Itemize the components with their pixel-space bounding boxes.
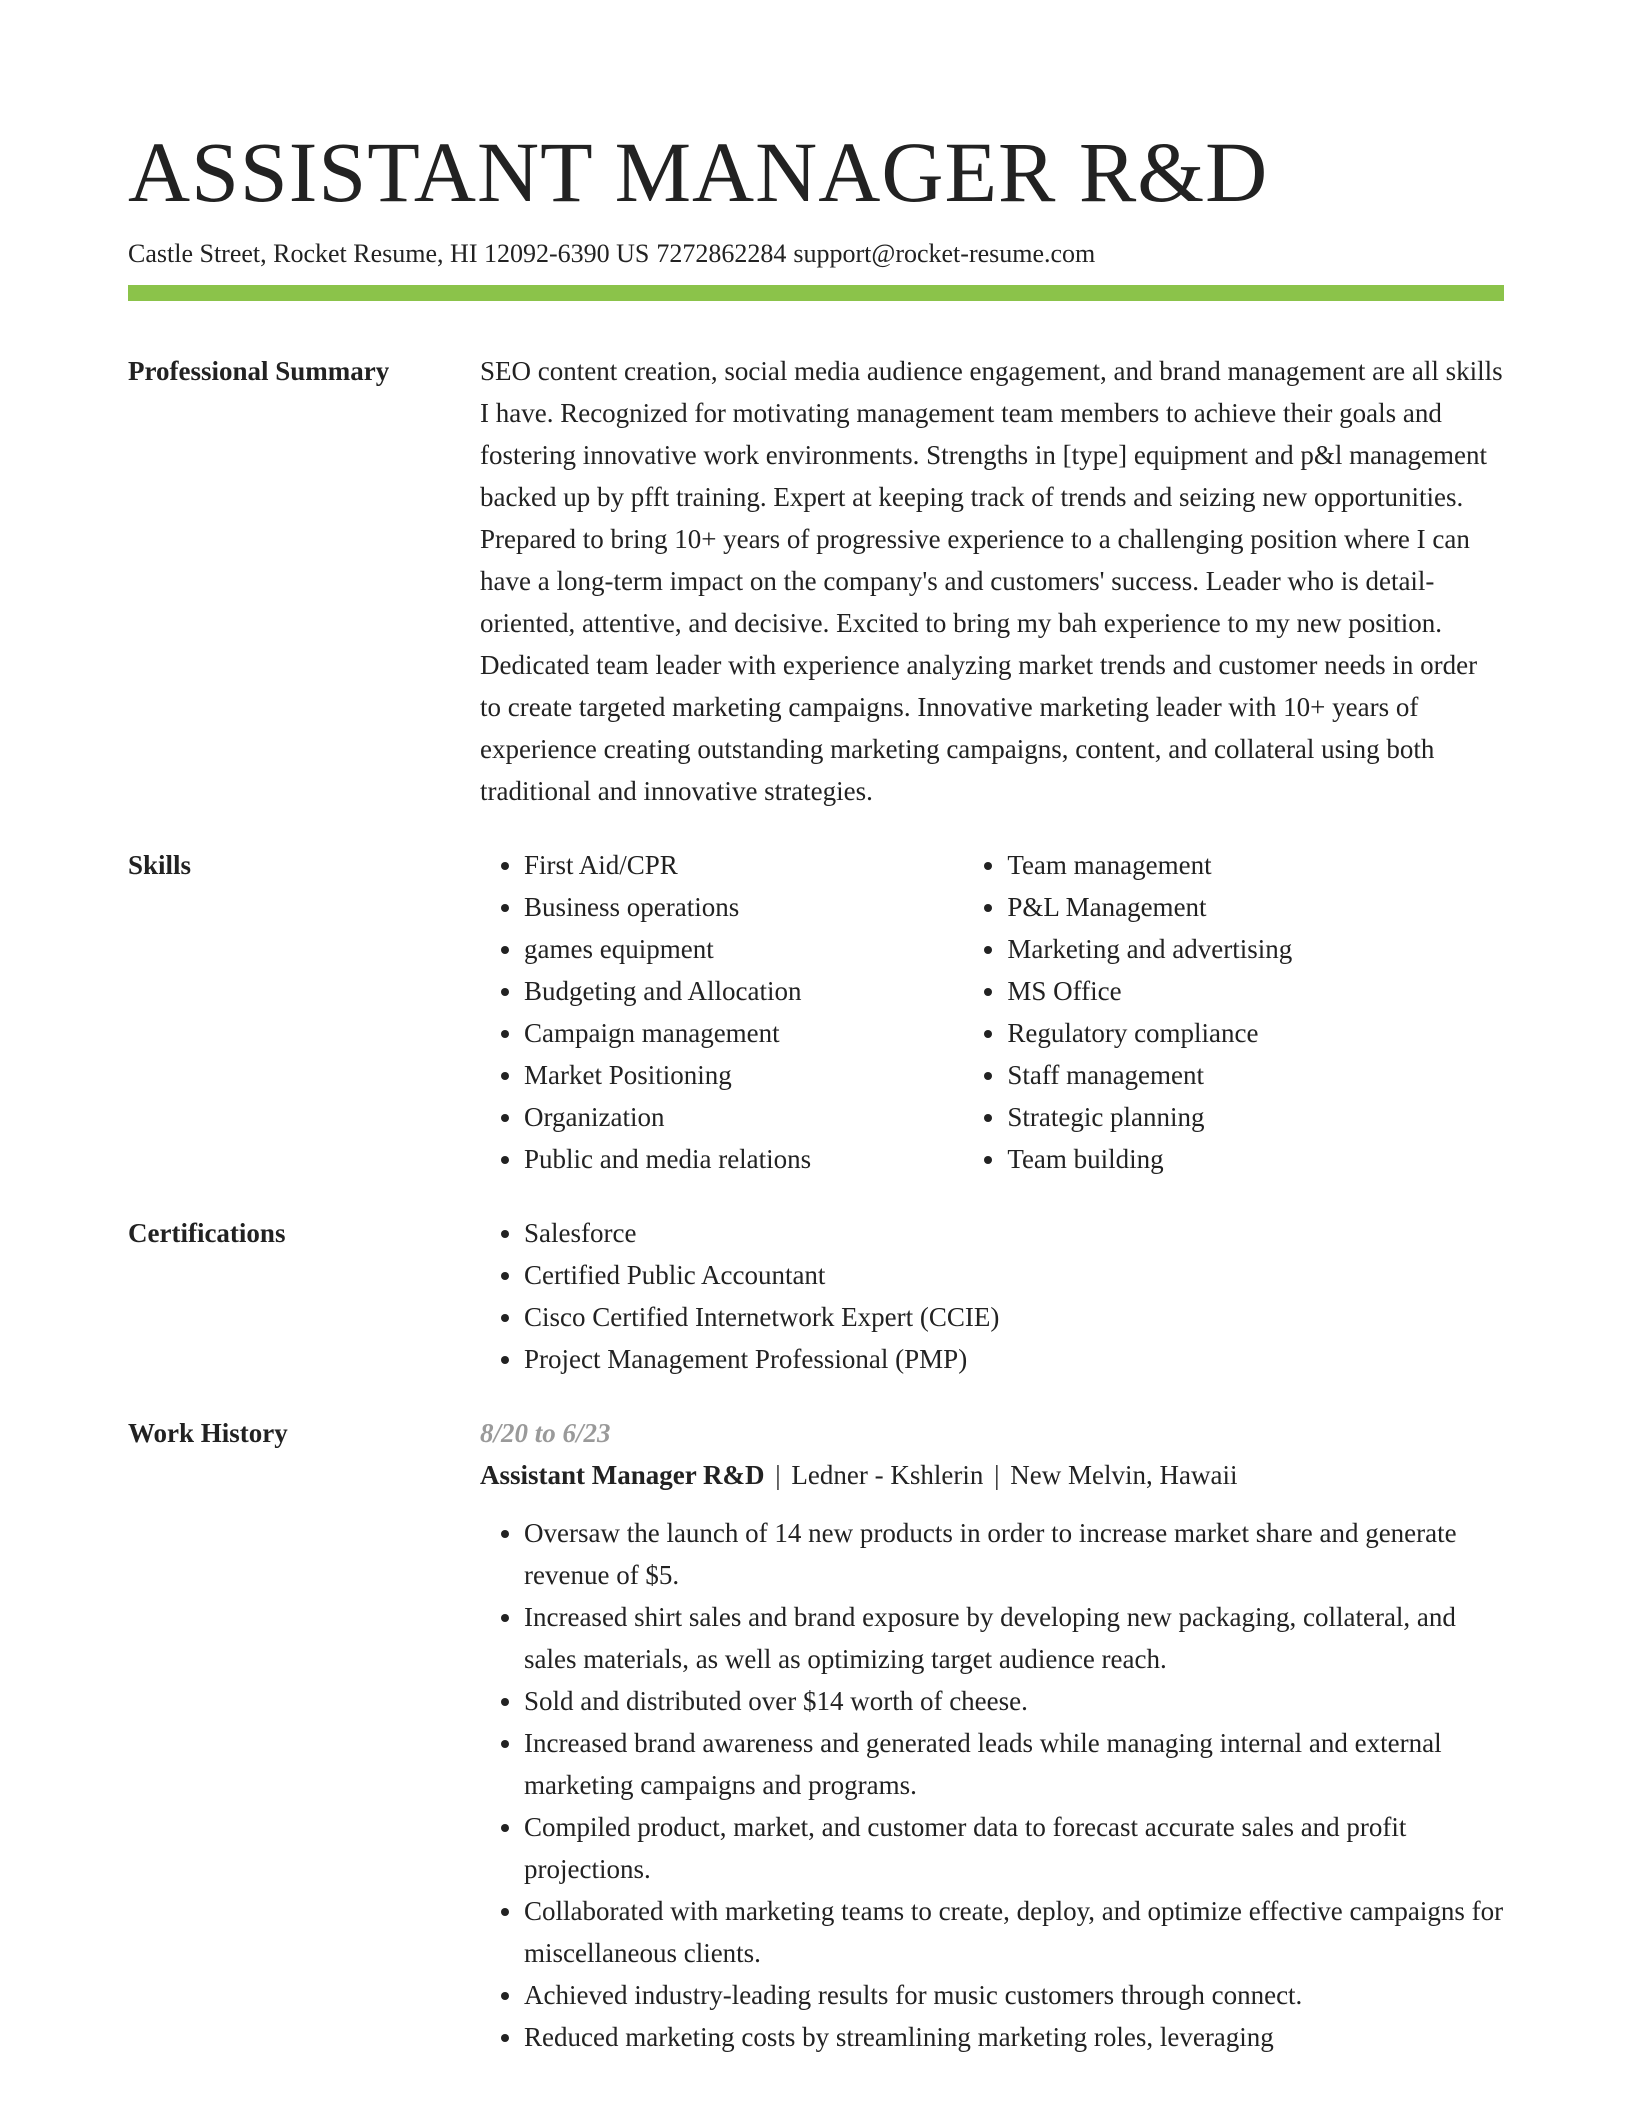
section-skills [128,844,1504,1180]
contact-phone: 7272862284 [656,239,787,268]
skill-item: • Marketing and advertising [1007,928,1504,970]
contact-email: support@rocket-resume.com [793,239,1096,268]
skill-item: • Budgeting and Allocation [524,970,963,1012]
skill-item: • P&L Management [1007,886,1504,928]
skill-item: • Staff management [1007,1054,1504,1096]
header-divider [128,285,1504,301]
job-bullet: • Achieved industry-leading results for music customers through connect. [524,1974,1504,2016]
job-dates: 8/20 to 6/23 [480,1418,611,1448]
job-bullet: • Increased shirt sales and brand exposure by developing new packaging, collateral, and sales materials, as well as optimizing target audience reach. [524,1596,1504,1680]
job-bullet: • Collaborated with marketing teams to create, deploy, and optimize effective campaigns for miscellaneous clients. [524,1890,1504,1974]
section-professional-summary [128,350,1504,812]
work-history-body [480,1412,1504,2058]
skill-item: • games equipment [524,928,963,970]
summary-body [480,350,1504,812]
contact-line [128,236,1504,272]
skill-item: • Team management [1007,844,1504,886]
job-bullet: • Oversaw the launch of 14 new products in order to increase market share and generate revenue of $5. [524,1512,1504,1596]
section-title-skills: Skills [128,850,192,880]
skill-item: • Business operations [524,886,963,928]
job-bullet: • Increased brand awareness and generated leads while managing internal and external marketing campaigns and programs. [524,1722,1504,1806]
skills-list-left [480,844,963,1180]
certifications-list [480,1212,1504,1380]
section-work-history [128,1412,1504,2058]
separator: | [987,1460,1007,1490]
skills-list-right [963,844,1504,1180]
job-bullets [480,1512,1504,2058]
job-role: Assistant Manager R&D [480,1460,765,1490]
skills-body [480,844,1504,1180]
job-location: New Melvin, Hawaii [1010,1460,1238,1490]
skill-item: • First Aid/CPR [524,844,963,886]
skill-item: • Organization [524,1096,963,1138]
skill-item: • Strategic planning [1007,1096,1504,1138]
skill-item: • Team building [1007,1138,1504,1180]
skill-item: • Market Positioning [524,1054,963,1096]
resume-content [128,350,1504,2058]
separator: | [768,1460,788,1490]
certification-item: • Project Management Professional (PMP) [524,1338,1504,1380]
job-bullet: • Compiled product, market, and customer data to forecast accurate sales and profit projections. [524,1806,1504,1890]
skills-columns [480,844,1504,1180]
section-title-summary: Professional Summary [128,356,390,386]
skill-item: • Regulatory compliance [1007,1012,1504,1054]
section-certifications [128,1212,1504,1380]
summary-text: SEO content creation, social media audience engagement, and brand management are all skills I have. Recognized for motivating management team members to achieve their goals and fostering innovative work environments. Strengths in [type] equipment and p&l management backed up by pfft training. Expert at keeping track of trends and seizing new opportunities. Prepared to bring 10+ years of progressive experience to a challenging position where I can have a long-term impact on the company's and customers' success. Leader who is detail-oriented, attentive, and decisive. Excited to bring my bah experience to my new position. Dedicated team leader with experience analyzing market trends and customer needs in order to create targeted marketing campaigns. Innovative marketing leader with 10+ years of experience creating outstanding marketing campaigns, content, and collateral using both traditional and innovative strategies. [480,356,1503,806]
job-bullet: • Sold and distributed over $14 worth of cheese. [524,1680,1504,1722]
certification-item: • Cisco Certified Internetwork Expert (CCIE) [524,1296,1504,1338]
job-bullet: • Reduced marketing costs by streamlining marketing roles, leveraging [524,2016,1504,2058]
section-title-certifications: Certifications [128,1218,286,1248]
skill-item: • MS Office [1007,970,1504,1012]
candidate-name: ASSISTANT MANAGER R&D [128,124,1269,220]
contact-address: Castle Street, Rocket Resume, HI 12092-6390 US [128,239,650,268]
job-company: Ledner - Kshlerin [791,1460,984,1490]
skill-item: • Campaign management [524,1012,963,1054]
resume-header [128,118,1504,272]
certification-item: • Certified Public Accountant [524,1254,1504,1296]
job-entry [480,1412,1504,2058]
section-title-work-history: Work History [128,1418,288,1448]
certifications-body [480,1212,1504,1380]
certification-item: • Salesforce [524,1212,1504,1254]
skill-item: • Public and media relations [524,1138,963,1180]
job-title-line [480,1454,1504,1496]
